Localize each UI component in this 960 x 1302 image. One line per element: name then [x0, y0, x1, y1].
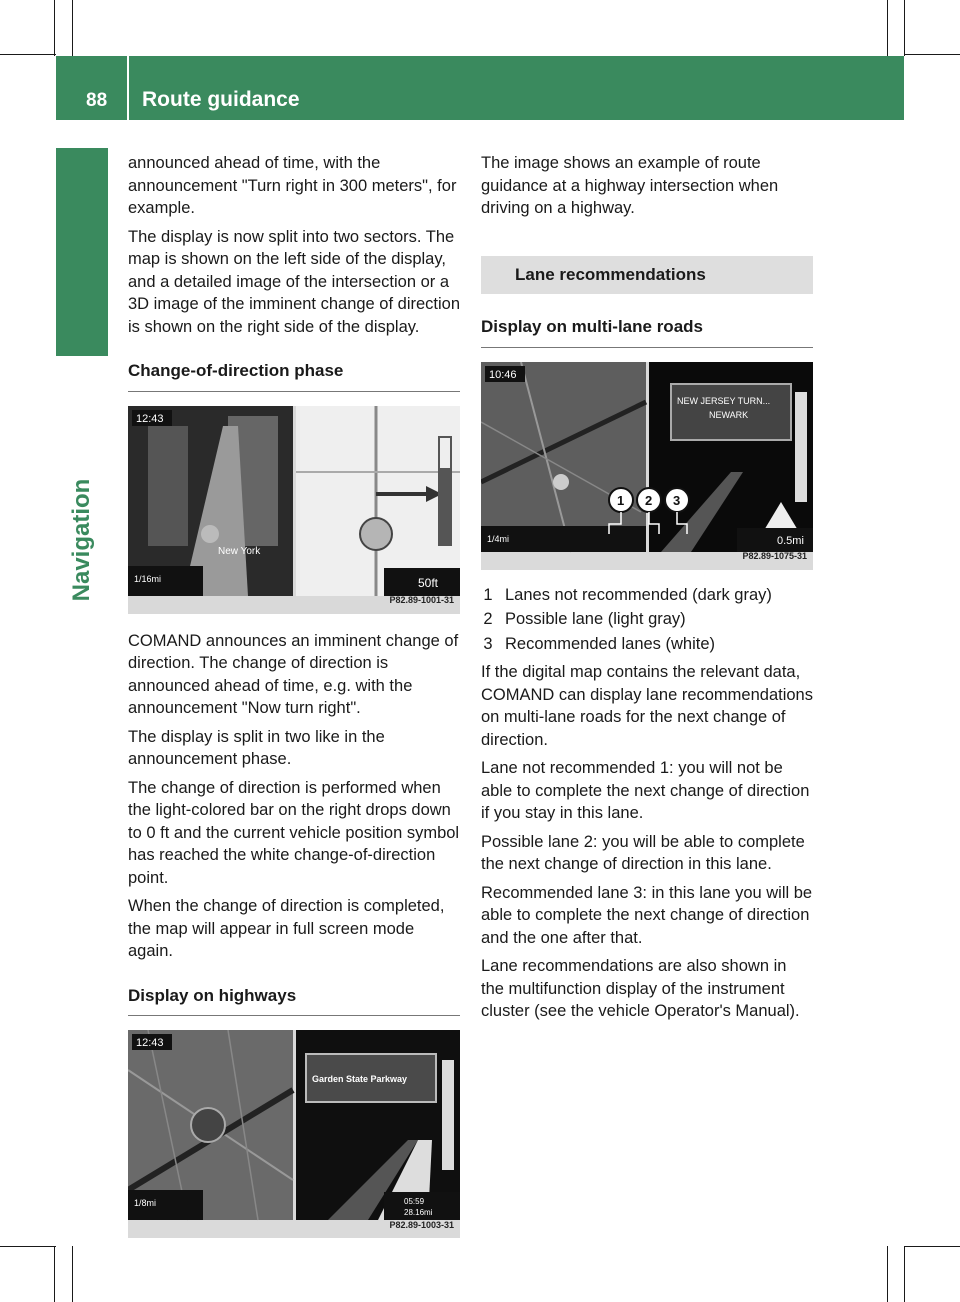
- legend-text: Possible lane (light gray): [505, 610, 686, 628]
- crop-mark: [904, 0, 905, 56]
- figure-image: [128, 1030, 460, 1238]
- figure-legend: [481, 584, 813, 656]
- fig3-time: 10:46: [489, 368, 517, 381]
- fig3-scale: 1/4mi: [487, 533, 510, 544]
- crop-mark: [72, 0, 73, 56]
- subheading: Display on multi-lane roads: [481, 316, 813, 348]
- fig3-sign-line2: NEWARK: [709, 409, 749, 420]
- paragraph: The image shows an example of route guidance at a highway intersection when driving on a highway.: [481, 154, 779, 217]
- callout-1-label: 1: [617, 492, 625, 508]
- figure-image: [128, 406, 460, 614]
- figure-highway: [128, 1030, 460, 1238]
- fig1-distance: 50ft: [418, 575, 439, 590]
- legend-text: Recommended lanes (white): [505, 634, 716, 653]
- paragraph: Lane not recommended 1: you will not be able to complete the next change of direction if you stay in this lane.: [481, 759, 810, 822]
- figure-change-of-direction: [128, 406, 460, 614]
- page-number: 88: [86, 90, 108, 111]
- legend-text: Lanes not recommended (dark gray): [505, 585, 772, 604]
- fig2-scale: 1/8mi: [134, 1198, 157, 1208]
- paragraph: If the digital map contains the relevant data, COMAND can display lane recommendations on multi-lane roads for the next change of direction.: [481, 663, 813, 749]
- fig1-scale: 1/16mi: [134, 573, 162, 584]
- crop-mark: [54, 0, 55, 56]
- subheading: Change-of-direction phase: [128, 360, 460, 392]
- figure-code: P82.89-1003-31: [389, 1219, 454, 1230]
- section-title: Route guidance: [142, 88, 300, 111]
- legend-number: 2: [483, 610, 493, 628]
- header-divider: [127, 56, 129, 120]
- crop-mark: [904, 1246, 960, 1247]
- fig3-distance: 0.5mi: [777, 534, 804, 547]
- fig1-place: New York: [218, 545, 261, 557]
- paragraph: When the change of direction is completed, the map will appear in full screen mode again.: [128, 897, 445, 960]
- crop-mark: [887, 1246, 888, 1302]
- paragraph: Possible lane 2: you will be able to complete the next change of direction in this lane.: [481, 832, 805, 873]
- paragraph: The display is now split into two sectors. The map is shown on the left side of the display, and a detailed image of the intersection or a 3D image of the imminent change of direction is shown on the right side of the display.: [128, 227, 461, 336]
- fig2-sign: Garden State Parkway: [312, 1074, 408, 1084]
- figure-code: P82.89-1001-31: [389, 595, 454, 605]
- paragraph: announced ahead of time, with the announcement "Turn right in 300 meters", for example.: [128, 154, 457, 217]
- right-column: [481, 152, 813, 1029]
- crop-mark: [72, 1246, 73, 1302]
- chapter-tab: [56, 148, 108, 356]
- figure-code: P82.89-1075-31: [742, 551, 807, 561]
- crop-mark: [904, 54, 960, 55]
- legend-item: [481, 584, 813, 607]
- crop-mark: [904, 1246, 905, 1302]
- legend-item: [481, 608, 813, 631]
- crop-mark: [887, 0, 888, 56]
- section-banner: Lane recommendations: [481, 256, 813, 295]
- legend-number: 1: [483, 585, 493, 604]
- paragraph: The change of direction is performed when the light-colored bar on the right drops down to 0 ft and the current vehicle position symbol has reached the white change-of-direction point.: [128, 778, 460, 887]
- crop-mark: [54, 1246, 55, 1302]
- left-column: [128, 152, 460, 1238]
- callout-3-label: 3: [673, 492, 681, 508]
- chapter-label: Navigation: [68, 478, 95, 602]
- fig2-dist: 28.16mi: [404, 1208, 433, 1217]
- fig2-time: 12:43: [136, 1037, 164, 1049]
- paragraph: Recommended lane 3: in this lane you will be able to complete the next change of direction and the one after that.: [481, 883, 813, 947]
- paragraph: COMAND announces an imminent change of direction. The change of direction is announced ahead of time, e.g. with the announcement "Now turn right".: [128, 631, 459, 717]
- fig2-eta: 05:59: [404, 1197, 425, 1206]
- fig1-time: 12:43: [136, 412, 164, 425]
- figure-lane-recommendations: [481, 362, 813, 570]
- subheading: Display on highways: [128, 985, 460, 1017]
- legend-item: [481, 633, 813, 656]
- callout-2-label: 2: [645, 492, 653, 508]
- legend-number: 3: [483, 634, 493, 653]
- paragraph: Lane recommendations are also shown in the multifunction display of the instrument cluster (see the vehicle Operator's Manual).: [481, 957, 800, 1020]
- crop-mark: [0, 54, 56, 55]
- fig3-sign-line1: NEW JERSEY TURN...: [677, 395, 771, 406]
- crop-mark: [0, 1246, 56, 1247]
- paragraph: The display is split in two like in the announcement phase.: [128, 727, 385, 768]
- figure-image: [481, 362, 813, 570]
